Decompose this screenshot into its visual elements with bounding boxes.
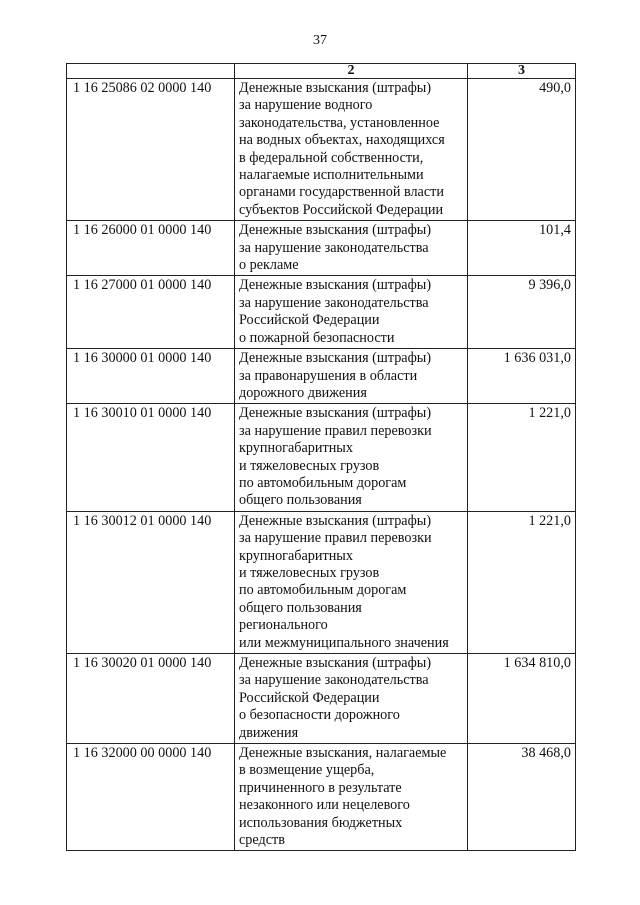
description-cell: Денежные взыскания (штрафы) за нарушение правил перевозки крупногабаритных и тяжеловесных грузов по автомобильным дорогам общего пользования <box>235 404 468 511</box>
amount-cell: 1 636 031,0 <box>468 349 576 404</box>
description-cell: Денежные взыскания (штрафы) за нарушение законодательства Российской Федерации о безопасности дорожного движения <box>235 654 468 744</box>
page-number: 37 <box>313 33 327 48</box>
table-row <box>67 744 576 851</box>
table-row <box>67 349 576 404</box>
classification-code-cell: 1 16 32000 00 0000 140 <box>67 744 235 851</box>
table-row <box>67 654 576 744</box>
amount-cell: 1 634 810,0 <box>468 654 576 744</box>
amount-cell: 9 396,0 <box>468 276 576 349</box>
description-cell: Денежные взыскания (штрафы) за нарушение водного законодательства, установленное на водных объектах, находящихся в федеральной собственности, налагаемые исполнительными органами государственной власти субъектов Российской Федерации <box>235 79 468 221</box>
header-col-2: 2 <box>235 64 468 79</box>
classification-code-cell: 1 16 27000 01 0000 140 <box>67 276 235 349</box>
table-row <box>67 276 576 349</box>
description-cell: Денежные взыскания, налагаемые в возмещение ущерба, причиненного в результате незаконного или нецелевого использования бюджетных средств <box>235 744 468 851</box>
amount-cell: 490,0 <box>468 79 576 221</box>
header-col-3: 3 <box>468 64 576 79</box>
header-col-1 <box>67 64 235 79</box>
amount-cell: 101,4 <box>468 221 576 276</box>
classification-code-cell: 1 16 30010 01 0000 140 <box>67 404 235 511</box>
amount-cell: 1 221,0 <box>468 511 576 653</box>
table-row <box>67 404 576 511</box>
classification-code-cell: 1 16 26000 01 0000 140 <box>67 221 235 276</box>
description-cell: Денежные взыскания (штрафы) за правонарушения в области дорожного движения <box>235 349 468 404</box>
classification-code-cell: 1 16 25086 02 0000 140 <box>67 79 235 221</box>
description-cell: Денежные взыскания (штрафы) за нарушение правил перевозки крупногабаритных и тяжеловесных грузов по автомобильным дорогам общего пользования регионального или межмуниципального значения <box>235 511 468 653</box>
budget-revenue-table <box>66 63 576 851</box>
classification-code-cell: 1 16 30000 01 0000 140 <box>67 349 235 404</box>
amount-cell: 1 221,0 <box>468 404 576 511</box>
description-cell: Денежные взыскания (штрафы) за нарушение законодательства о рекламе <box>235 221 468 276</box>
amount-cell: 38 468,0 <box>468 744 576 851</box>
table-row <box>67 221 576 276</box>
classification-code-cell: 1 16 30020 01 0000 140 <box>67 654 235 744</box>
table-row <box>67 79 576 221</box>
table-row <box>67 511 576 653</box>
table-header-row <box>67 64 576 79</box>
classification-code-cell: 1 16 30012 01 0000 140 <box>67 511 235 653</box>
description-cell: Денежные взыскания (штрафы) за нарушение законодательства Российской Федерации о пожарной безопасности <box>235 276 468 349</box>
